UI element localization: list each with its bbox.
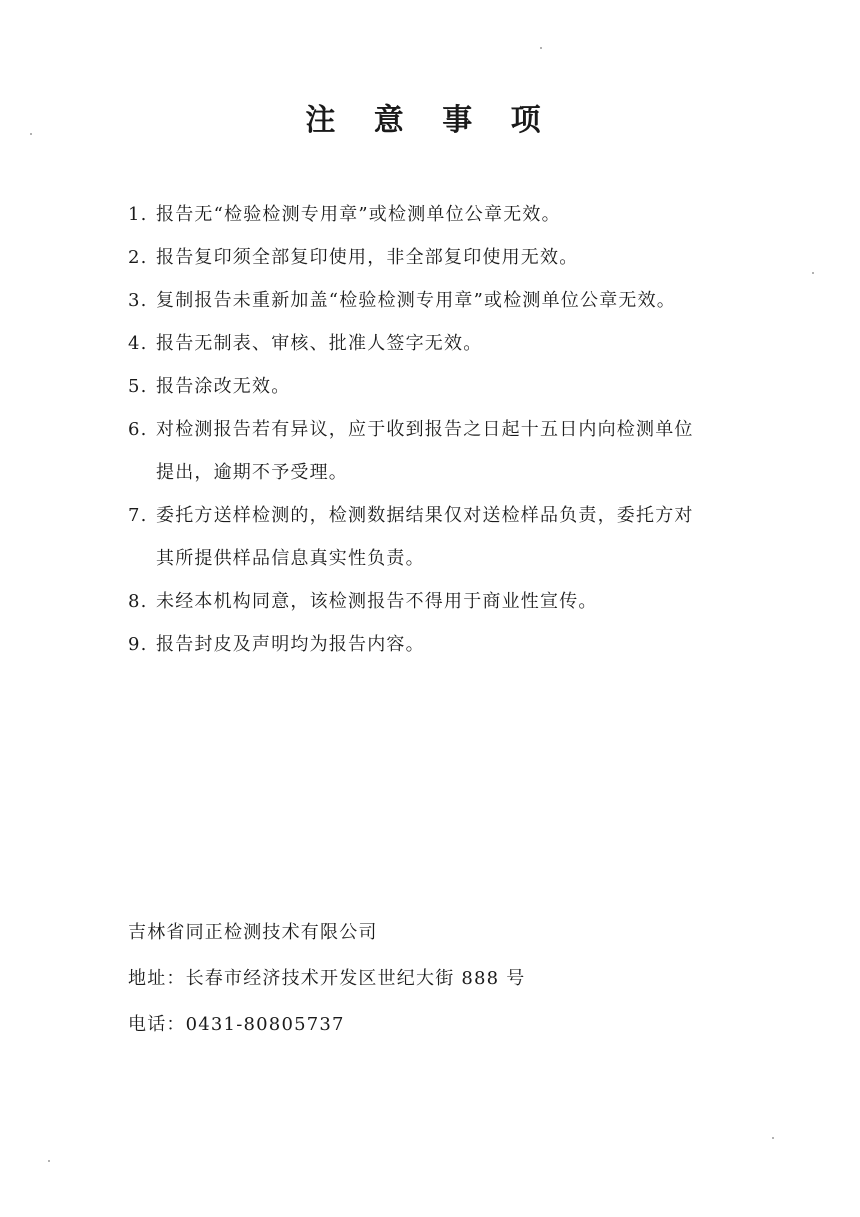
notice-item [128, 408, 748, 494]
notice-number: 2. [128, 247, 148, 268]
notice-number: 8. [128, 591, 148, 612]
notice-text: 复制报告未重新加盖“检验检测专用章”或检测单位公章无效。 [156, 290, 677, 311]
company-info [128, 910, 748, 1048]
notice-item [128, 580, 748, 623]
notice-text-continued: 其所提供样品信息真实性负责。 [156, 548, 425, 569]
notice-text: 报告无“检验检测专用章”或检测单位公章无效。 [156, 204, 561, 225]
notice-number: 3. [128, 290, 148, 311]
notice-text: 对检测报告若有异议，应于收到报告之日起十五日内向检测单位 [156, 419, 694, 440]
company-name: 吉林省同正检测技术有限公司 [128, 922, 378, 943]
notice-item [128, 322, 748, 365]
notice-number: 7. [128, 505, 148, 526]
notice-text: 未经本机构同意，该检测报告不得用于商业性宣传。 [156, 591, 598, 612]
notice-list [128, 193, 748, 666]
notice-item [128, 494, 748, 580]
notice-number: 1. [128, 204, 148, 225]
notice-item [128, 623, 748, 666]
notice-text-continued: 提出，逾期不予受理。 [156, 462, 348, 483]
notice-item [128, 279, 748, 322]
page-title: 注 意 事 项 [305, 103, 555, 138]
notice-text: 报告复印须全部复印使用，非全部复印使用无效。 [156, 247, 579, 268]
notice-number: 6. [128, 419, 148, 440]
notice-number: 4. [128, 333, 148, 354]
notice-item [128, 236, 748, 279]
company-phone: 电话：0431-80805737 [128, 1014, 345, 1035]
notice-item [128, 365, 748, 408]
notice-item [128, 193, 748, 236]
notice-text: 报告涂改无效。 [156, 376, 291, 397]
notice-text: 报告无制表、审核、批准人签字无效。 [156, 333, 483, 354]
notice-text: 报告封皮及声明均为报告内容。 [156, 634, 425, 655]
notice-text: 委托方送样检测的，检测数据结果仅对送检样品负责，委托方对 [156, 505, 694, 526]
notice-number: 5. [128, 376, 148, 397]
notice-number: 9. [128, 634, 148, 655]
company-address: 地址：长春市经济技术开发区世纪大街 888 号 [128, 968, 526, 989]
